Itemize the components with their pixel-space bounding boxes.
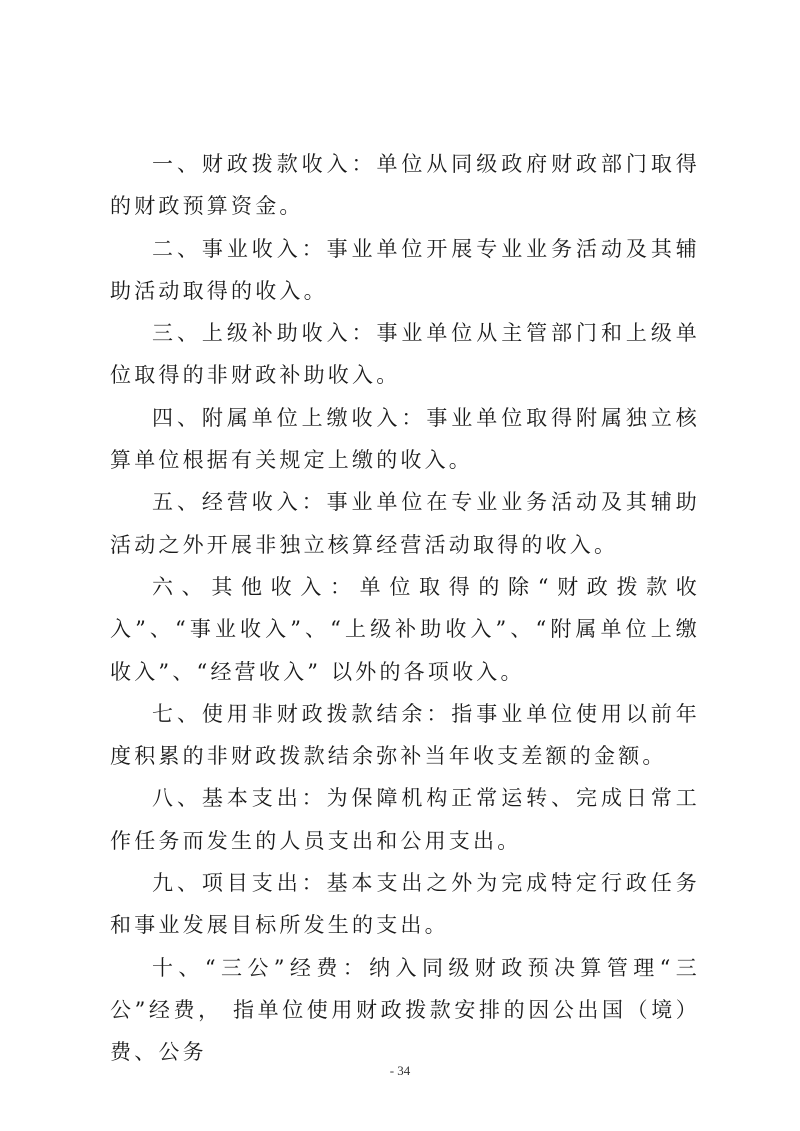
paragraph-non-fiscal-surplus: 七、使用非财政拨款结余：指事业单位使用以前年度积累的非财政拨款结余弥补当年收支差额的金额。: [110, 701, 700, 769]
paragraph-operating-income: 五、经营收入：事业单位在专业业务活动及其辅助活动之外开展非独立核算经营活动取得的收入。: [110, 490, 700, 557]
paragraph-basic-expenditure: 八、基本支出：为保障机构正常运转、完成日常工作任务而发生的人员支出和公用支出。: [110, 786, 700, 853]
paragraph-project-expenditure: 九、项目支出：基本支出之外为完成特定行政任务和事业发展目标所发生的支出。: [110, 871, 700, 938]
page-number: - 34: [389, 1063, 411, 1078]
paragraph-fiscal-appropriation-income: 一、财政拨款收入：单位从同级政府财政部门取得的财政预算资金。: [110, 152, 700, 219]
paragraph-affiliated-unit-income: 四、附属单位上缴收入：事业单位取得附属独立核算单位根据有关规定上缴的收入。: [110, 405, 700, 473]
paragraph-other-income: 六、其他收入：单位取得的除“财政拨款收入”、“事业收入”、“上级补助收入”、“附属单位上缴收入”、“经营收入” 以外的各项收入。: [110, 574, 700, 684]
paragraph-business-income: 二、事业收入：事业单位开展专业业务活动及其辅助活动取得的收入。: [110, 236, 700, 303]
paragraph-three-public-expenses: 十、“三公”经费：纳入同级财政预决算管理“三公”经费， 指单位使用财政拨款安排的因公出国（境）费、公务: [110, 955, 700, 1065]
document-body: [110, 143, 700, 1074]
paragraph-superior-subsidy-income: 三、上级补助收入：事业单位从主管部门和上级单位取得的非财政补助收入。: [110, 321, 700, 388]
